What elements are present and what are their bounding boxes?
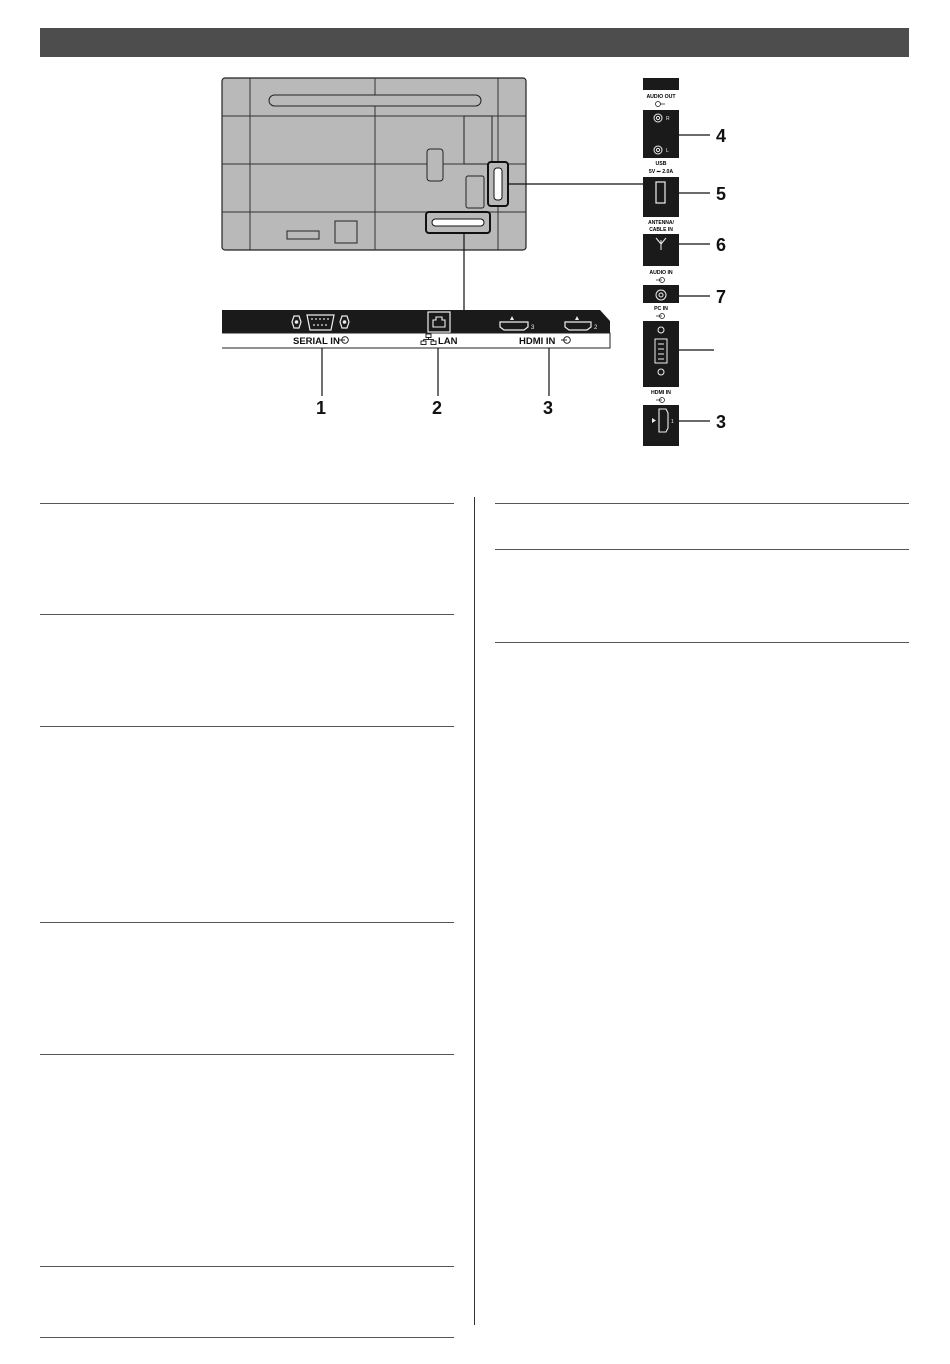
rear-panel [222, 78, 526, 250]
lan-label: LAN [438, 336, 458, 347]
svg-text:1: 1 [671, 419, 674, 425]
svg-text:PC IN: PC IN [654, 306, 668, 312]
callout-3: 3 [543, 398, 554, 418]
svg-text:AUDIO OUT: AUDIO OUT [646, 94, 676, 100]
serial-in-label: SERIAL IN [293, 336, 340, 347]
svg-text:ANTENNA/: ANTENNA/ [648, 220, 674, 226]
connection-diagram [0, 0, 950, 470]
svg-text:5V ⎓ 2.0A: 5V ⎓ 2.0A [648, 169, 674, 175]
section-rule [40, 1266, 454, 1267]
svg-text:CABLE IN: CABLE IN [649, 227, 673, 233]
bottom-terminal-strip [222, 310, 610, 348]
svg-text:USB: USB [655, 161, 667, 167]
callout-1: 1 [316, 398, 327, 418]
svg-text:2: 2 [594, 325, 598, 331]
svg-text:L: L [666, 148, 669, 154]
section-rule [40, 503, 454, 504]
column-divider [474, 497, 475, 1325]
callout-5: 5 [716, 184, 727, 204]
side-terminal-strip [643, 78, 679, 446]
callout-6: 6 [716, 235, 727, 255]
section-rule [495, 503, 909, 504]
section-rule [40, 726, 454, 727]
svg-text:AUDIO IN: AUDIO IN [649, 270, 673, 276]
section-rule [495, 549, 909, 550]
section-rule [40, 614, 454, 615]
callout-3-side: 3 [716, 412, 727, 432]
callout-7: 7 [716, 287, 727, 307]
section-rule [40, 922, 454, 923]
section-rule [40, 1337, 454, 1338]
svg-text:R: R [666, 116, 670, 122]
svg-text:HDMI IN: HDMI IN [651, 390, 671, 396]
section-rule [495, 642, 909, 643]
callout-4: 4 [716, 126, 727, 146]
callout-2: 2 [432, 398, 443, 418]
hdmi-in-label: HDMI IN [519, 336, 556, 347]
svg-text:3: 3 [531, 325, 535, 331]
section-rule [40, 1054, 454, 1055]
